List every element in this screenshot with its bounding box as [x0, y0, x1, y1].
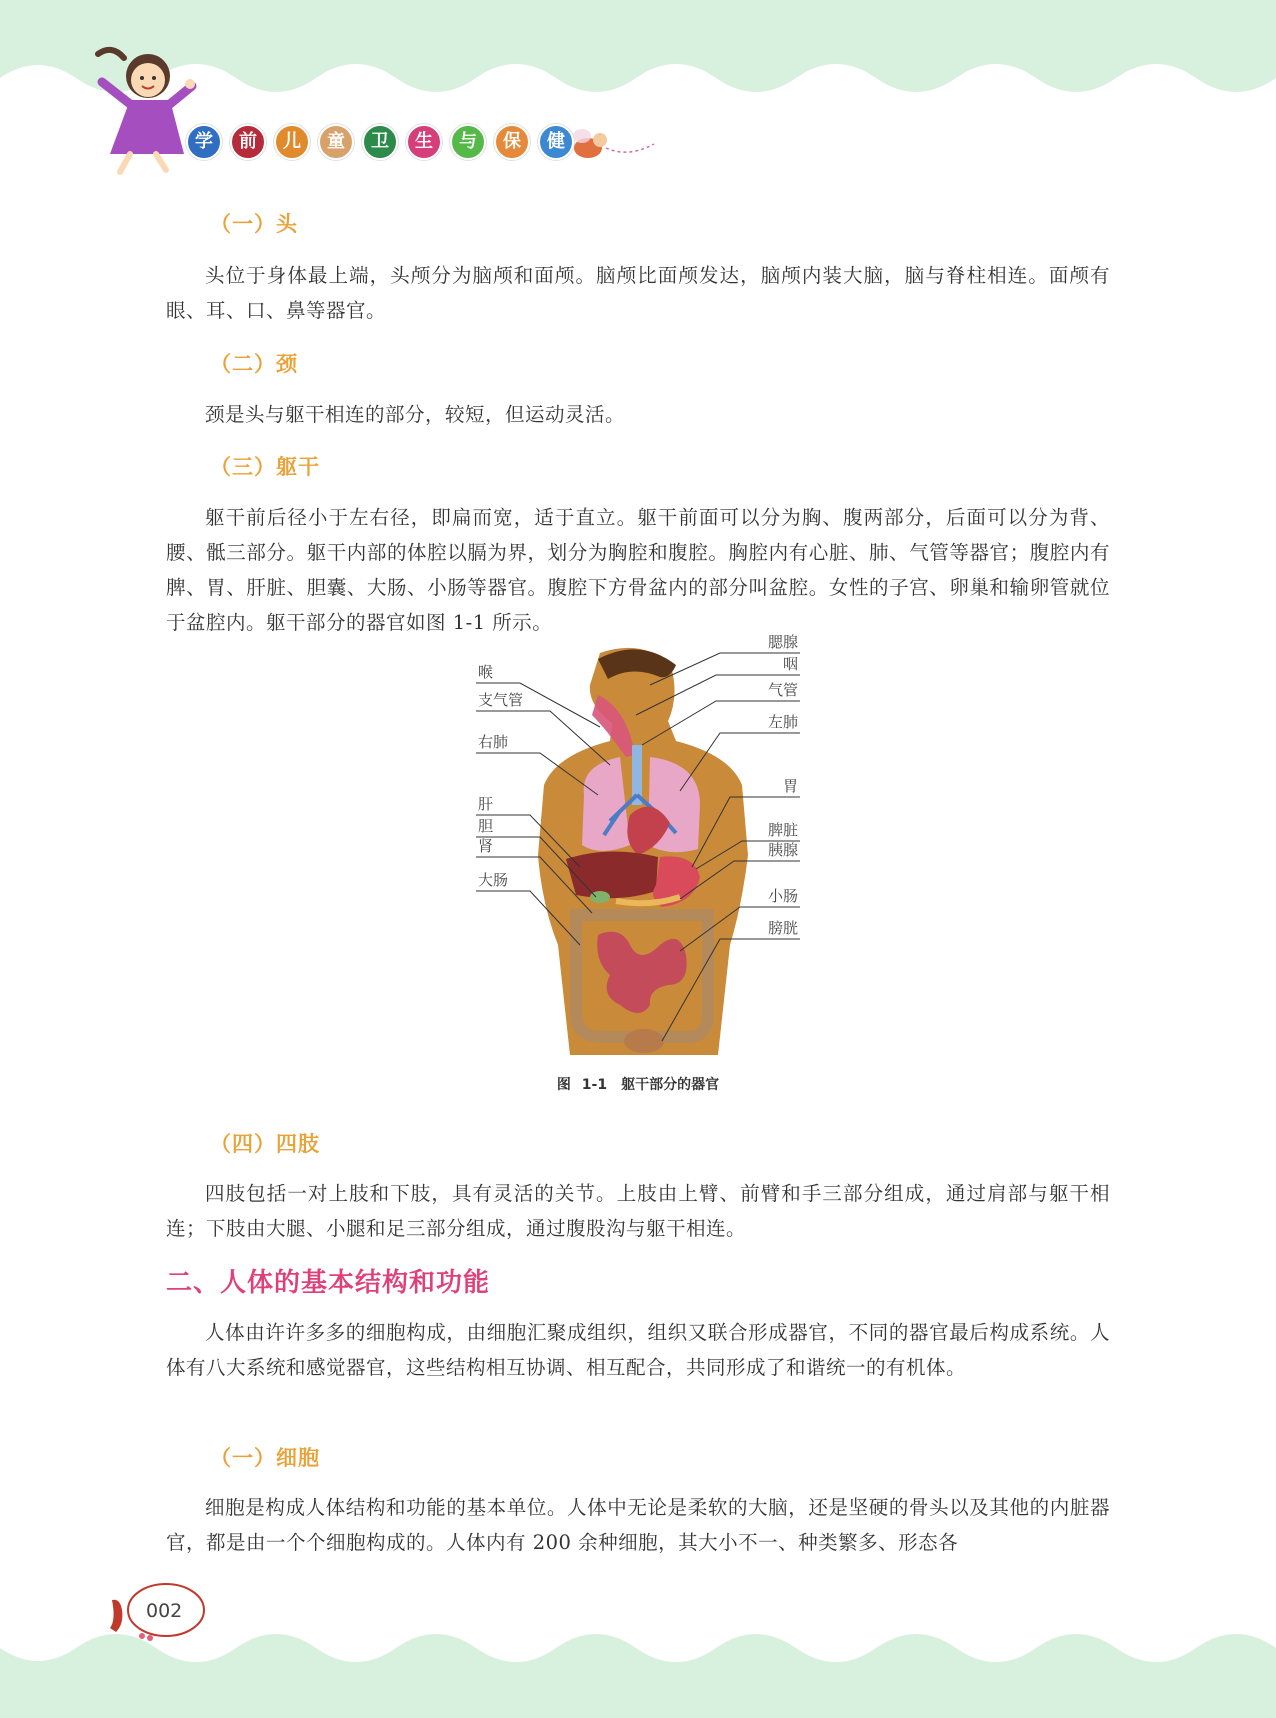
figure-caption: 图 1-1 躯干部分的器官	[556, 1077, 720, 1093]
book-title	[186, 124, 574, 160]
label-pharynx: 咽	[782, 655, 798, 673]
section-neck-text: 颈是头与躯干相连的部分，较短，但运动灵活。	[205, 403, 626, 426]
label-trachea: 气管	[767, 681, 798, 699]
label-large-intestine: 大肠	[478, 871, 509, 889]
title-char: 健	[538, 124, 574, 160]
section-limbs-text: 四肢包括一对上肢和下肢，具有灵活的关节。上肢由上臂、前臂和手三部分组成，通过肩部与躯干相连；下肢由大腿、小腿和足三部分组成，通过腹股沟与躯干相连。	[166, 1182, 1110, 1240]
label-left-lung: 左肺	[767, 713, 798, 731]
label-liver: 肝	[478, 795, 494, 813]
label-pancreas: 胰腺	[767, 841, 798, 859]
part-two-heading: 二、人体的基本结构和功能	[166, 1268, 491, 1298]
page-number-badge	[106, 1580, 206, 1650]
section-head-heading: （一）头	[210, 211, 298, 236]
title-char: 保	[494, 124, 530, 160]
title-char: 学	[186, 124, 222, 160]
anatomy-figure	[478, 633, 800, 1065]
label-larynx: 喉	[478, 663, 494, 681]
title-char: 生	[406, 124, 442, 160]
label-small-intestine: 小肠	[767, 887, 798, 905]
label-parotid: 腮腺	[767, 633, 798, 651]
section-cell-text: 细胞是构成人体结构和功能的基本单位。人体中无论是柔软的大脑，还是坚硬的骨头以及其他的内脏器官，都是由一个个细胞构成的。人体内有 200 余种细胞，其大小不一、种类繁多、形态各	[166, 1496, 1110, 1554]
bladder-shape	[624, 1029, 664, 1053]
title-char: 前	[230, 124, 266, 160]
section-trunk-heading: （三）躯干	[210, 454, 320, 479]
label-gallbladder: 胆	[478, 817, 494, 835]
part-two-text: 人体由许许多多的细胞构成，由细胞汇聚成组织，组织又联合形成器官，不同的器官最后构成系统。人体有八大系统和感觉器官，这些结构相互协调、相互配合，共同形成了和谐统一的有机体。	[166, 1321, 1110, 1379]
title-char: 与	[450, 124, 486, 160]
label-kidney: 肾	[478, 837, 494, 855]
title-char: 卫	[362, 124, 398, 160]
section-trunk-text: 躯干前后径小于左右径，即扁而宽，适于直立。躯干前面可以分为胸、腹两部分，后面可以分为背、腰、骶三部分。躯干内部的体腔以膈为界，划分为胸腔和腹腔。胸腔内有心脏、肺、气管等器官；腹腔内有脾、胃、肝脏、胆囊、大肠、小肠等器官。腹腔下方骨盆内的部分叫盆腔。女性的子宫、卵巢和输卵管就位于盆腔内。躯干部分的器官如图 1-1 所示。	[166, 506, 1110, 634]
label-right-lung: 右肺	[478, 733, 509, 751]
label-bronchi: 支气管	[478, 691, 524, 709]
title-char: 童	[318, 124, 354, 160]
page-number: 002	[146, 1600, 183, 1622]
section-head-text: 头位于身体最上端，头颅分为脑颅和面颅。脑颅比面颅发达，脑颅内装大脑，脑与脊柱相连。面颅有眼、耳、口、鼻等器官。	[166, 264, 1110, 322]
title-char: 儿	[274, 124, 310, 160]
bee-illustration	[558, 118, 658, 170]
label-bladder: 膀胱	[767, 919, 798, 937]
label-spleen: 脾脏	[767, 821, 798, 839]
liver-shape	[566, 851, 658, 898]
section-neck-heading: （二）颈	[210, 351, 298, 376]
girl-illustration	[90, 42, 200, 177]
section-cell-heading: （一）细胞	[210, 1445, 320, 1470]
section-limbs-heading: （四）四肢	[210, 1131, 320, 1156]
label-stomach: 胃	[782, 777, 798, 795]
